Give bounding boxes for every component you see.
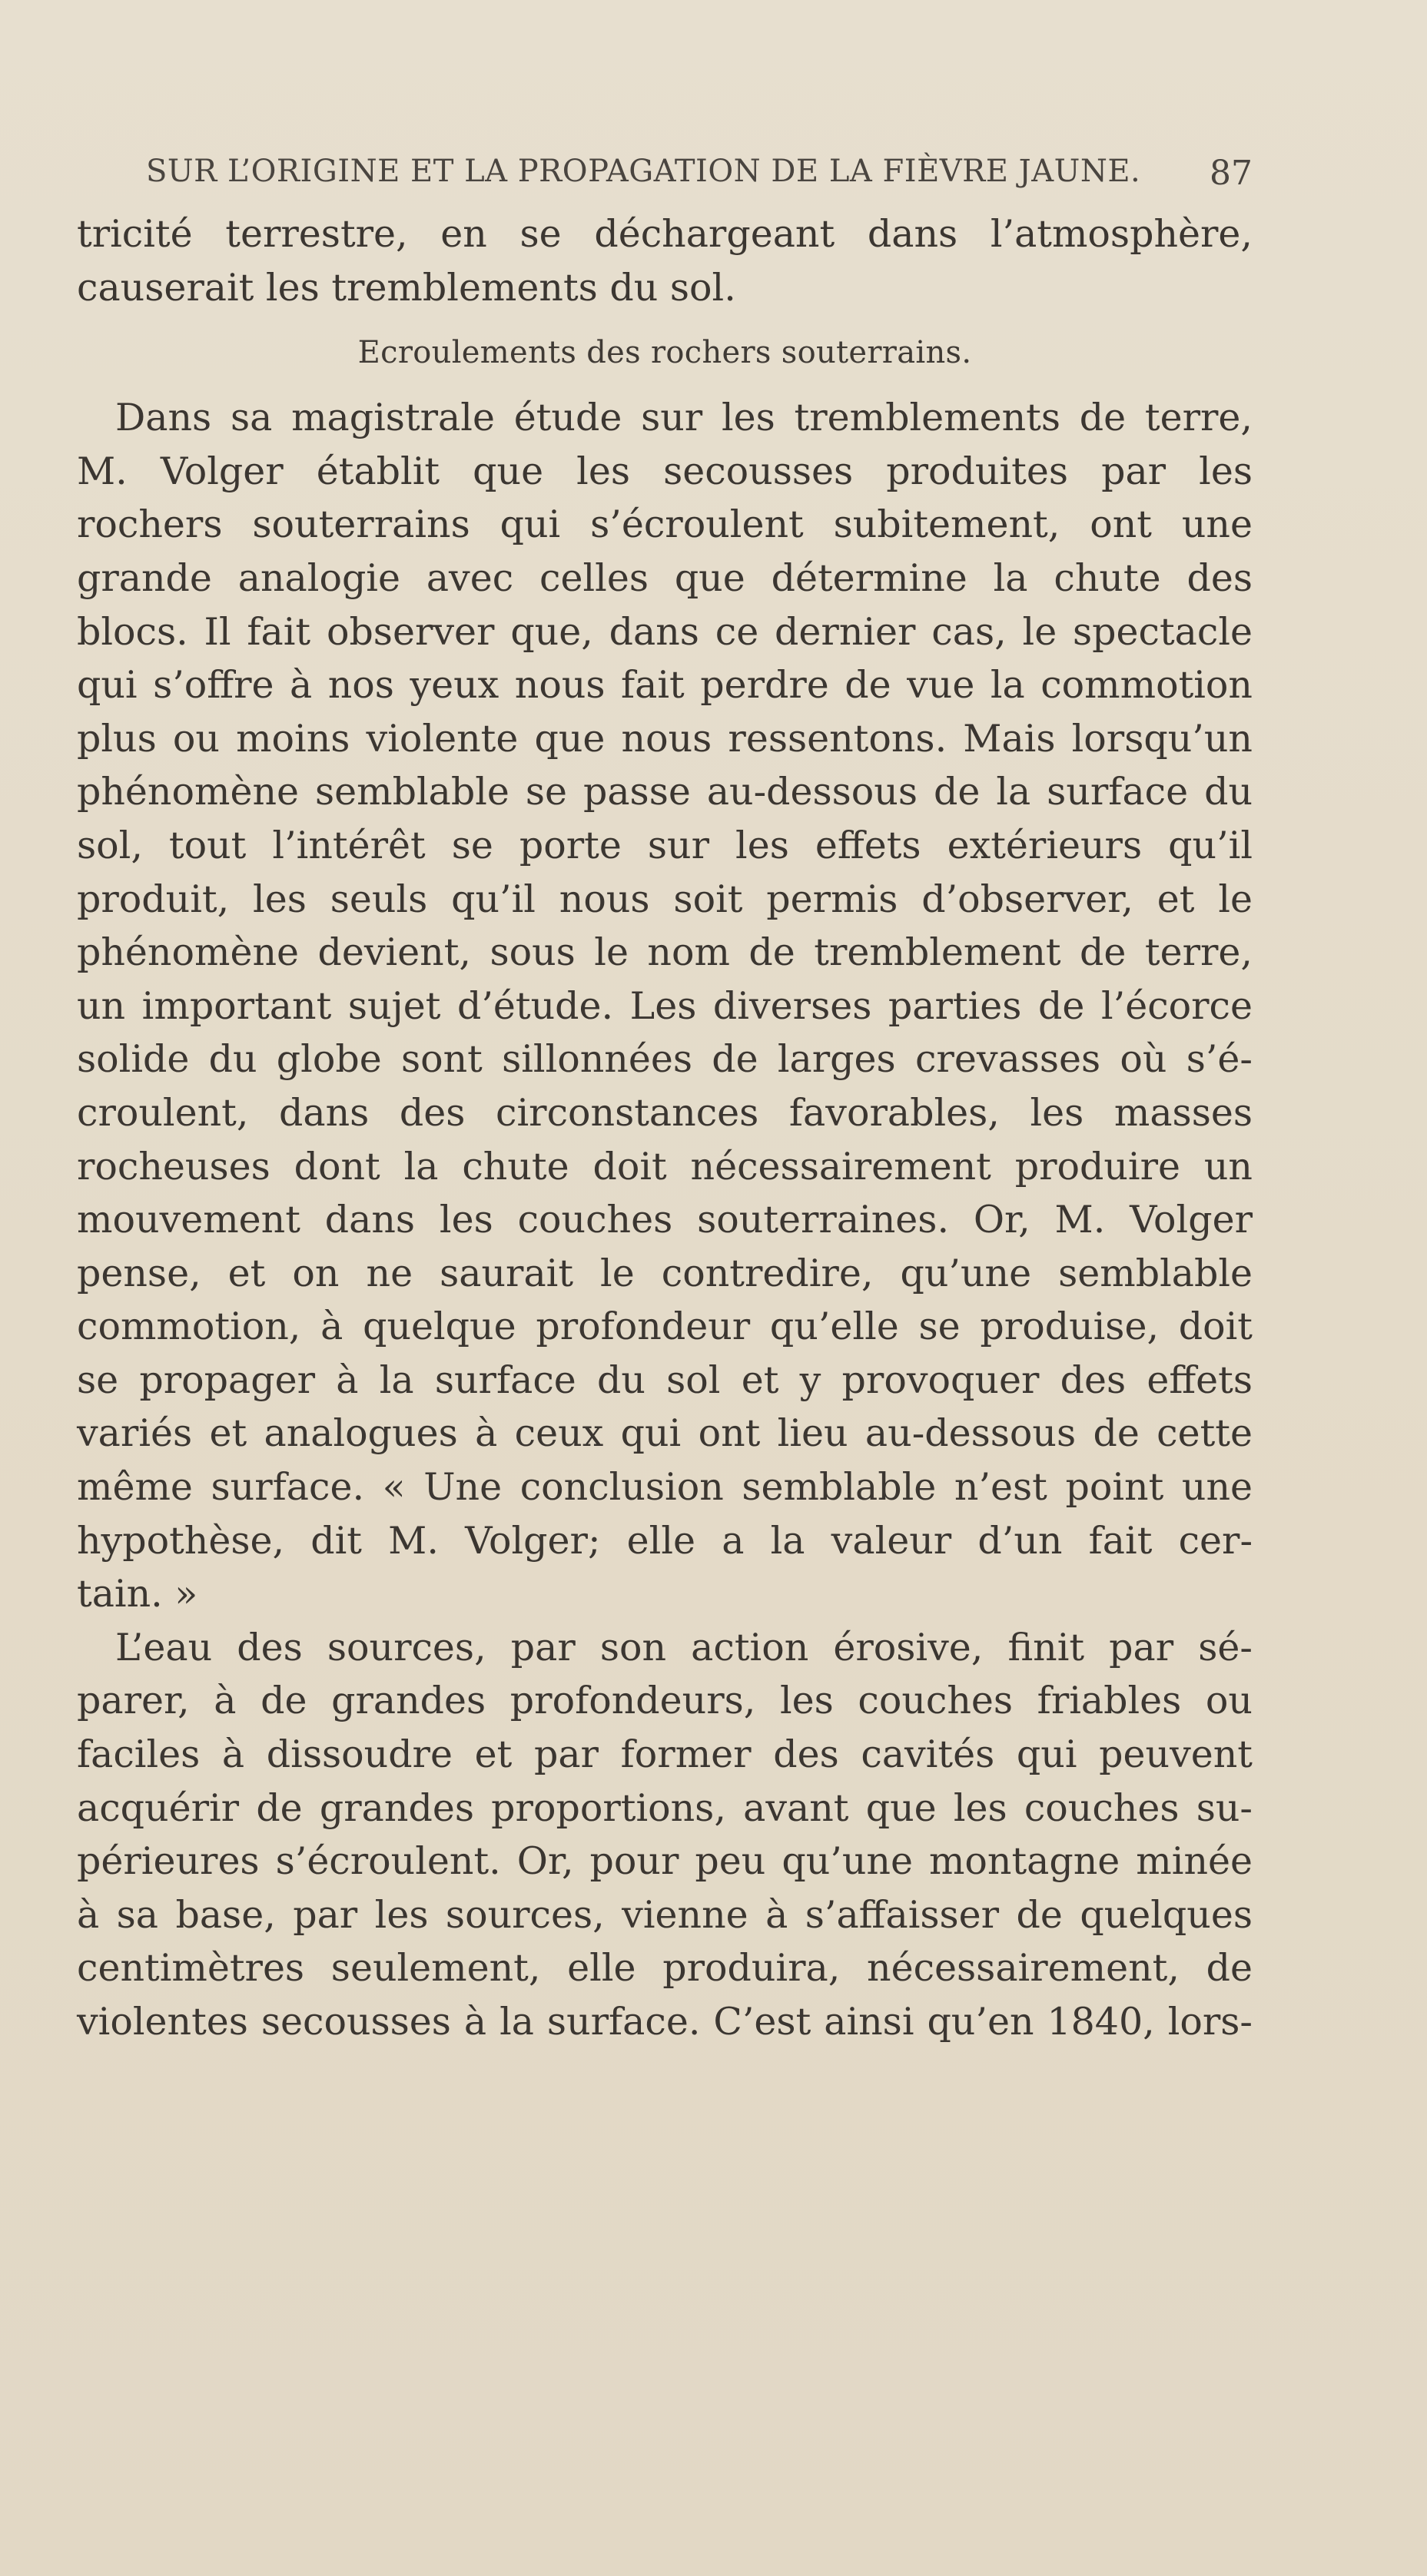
text-line: à sa base, par les sources, vienne à s’affaisser de quelques	[77, 1892, 1253, 1937]
text-line: hypothèse, dit M. Volger; elle a la valeur d’un fait cer-	[77, 1518, 1253, 1563]
text-line: faciles à dissoudre et par former des cavités qui peuvent	[77, 1732, 1253, 1777]
text-line: M. Volger établit que les secousses produites par les	[77, 449, 1253, 493]
section-heading: Ecroulements des rochers souterrains.	[357, 335, 972, 371]
text-line: grande analogie avec celles que détermine la chute des	[77, 555, 1253, 600]
text-line: parer, à de grandes profondeurs, les couches friables ou	[77, 1679, 1253, 1723]
text-line: un important sujet d’étude. Les diverses parties de l’écorce	[77, 983, 1253, 1028]
text-line: qui s’offre à nos yeux nous fait perdre de vue la commotion	[77, 663, 1253, 708]
text-line: phénomène devient, sous le nom de tremblement de terre,	[77, 930, 1253, 975]
text-line: pense, et on ne saurait le contredire, qu’une semblable	[77, 1251, 1253, 1295]
text-line: même surface. « Une conclusion semblable n’est point une	[77, 1465, 1253, 1510]
text-line: phénomène semblable se passe au-dessous de la surface du	[77, 770, 1253, 814]
text-line: plus ou moins violente que nous ressentons. Mais lorsqu’un	[77, 716, 1253, 761]
text-line: commotion, à quelque profondeur qu’elle se produise, doit	[77, 1305, 1253, 1349]
text-line: se propager à la surface du sol et y provoquer des effets	[77, 1358, 1253, 1402]
page-number: 87	[1210, 154, 1253, 193]
text-line: Dans sa magistrale étude sur les tremblements de terre,	[115, 396, 1253, 440]
text-line: rocheuses dont la chute doit nécessairement produire un	[77, 1144, 1253, 1189]
text-line: produit, les seuls qu’il nous soit permis d’observer, et le	[77, 877, 1253, 921]
text-line: sol, tout l’intérêt se porte sur les effets extérieurs qu’il	[77, 823, 1253, 867]
text-line: croulent, dans des circonstances favorables, les masses	[77, 1090, 1253, 1135]
text-line: L’eau des sources, par son action érosive, finit par sé-	[115, 1625, 1253, 1669]
text-line: rochers souterrains qui s’écroulent subitement, ont une	[77, 502, 1253, 547]
running-head	[146, 154, 1253, 200]
text-line: solide du globe sont sillonnées de larges crevasses où s’é-	[77, 1037, 1253, 1082]
text-line: acquérir de grandes proportions, avant que les couches su-	[77, 1785, 1253, 1830]
text-block	[77, 207, 1253, 2049]
text-line: causerait les tremblements du sol.	[77, 265, 736, 310]
text-line: tain. »	[77, 1572, 198, 1616]
text-line: centimètres seulement, elle produira, nécessairement, de	[77, 1946, 1253, 1991]
text-line: violentes secousses à la surface. C’est ainsi qu’en 1840, lors-	[77, 2000, 1253, 2044]
text-line: mouvement dans les couches souterraines. Or, M. Volger	[77, 1198, 1253, 1242]
text-line: périeures s’écroulent. Or, pour peu qu’une montagne minée	[77, 1839, 1253, 1884]
text-line: variés et analogues à ceux qui ont lieu au-dessous de cette	[77, 1411, 1253, 1456]
text-line: tricité terrestre, en se déchargeant dans l’atmosphère,	[77, 212, 1253, 256]
running-head-title: SUR L’ORIGINE ET LA PROPAGATION DE LA FIÈVRE JAUNE.	[146, 154, 1141, 189]
text-line: blocs. Il fait observer que, dans ce dernier cas, le spectacle	[77, 609, 1253, 654]
